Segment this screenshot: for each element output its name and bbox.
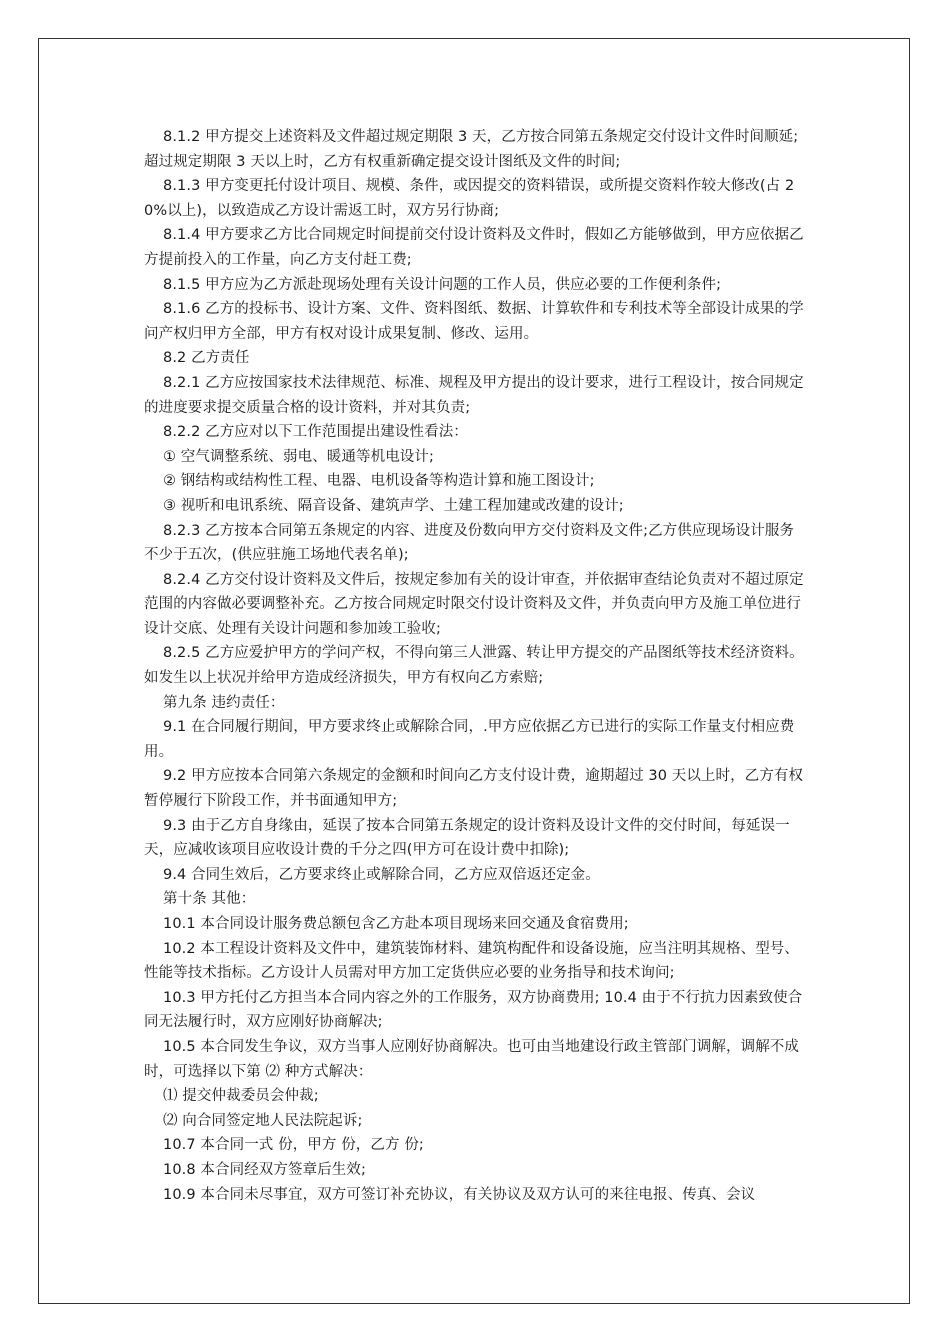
heading-article-9: 第九条 违约责任： <box>163 694 285 711</box>
list-item-3: ③ 视听和电讯系统、隔音设备、建筑声学、土建工程加建或改建的设计; <box>163 497 624 514</box>
paragraph-9-1: 9.1 在合同履行期间，甲方要求终止或解除合同，.甲方应依据乙方已进行的实际工作量支付相应费用。 <box>144 719 795 760</box>
heading-article-10: 第十条 其他： <box>163 891 256 908</box>
paragraph-10-8: 10.8 本合同经双方签章后生效; <box>163 1161 366 1178</box>
paragraph-8-1-2: 8.1.2 甲方提交上述资料及文件超过规定期限 3 天，乙方按合同第五条规定交付设计文件时间顺延;超过规定期限 3 天以上时，乙方有权重新确定提交设计图纸及文件的时间; <box>144 129 799 170</box>
option-2: ⑵ 向合同签定地人民法院起诉; <box>163 1112 363 1129</box>
paragraph-9-3: 9.3 由于乙方自身缘由，延误了按本合同第五条规定的设计资料及设计文件的交付时间，每延误一天，应减收该项目应收设计费的千分之四(甲方可在设计费中扣除); <box>144 817 790 859</box>
paragraph-10-5: 10.5 本合同发生争议，双方当事人应刚好协商解决。也可由当地建设行政主管部门调解，调解不成时，可选择以下第 ⑵ 种方式解决： <box>144 1038 799 1080</box>
paragraph-10-9: 10.9 本合同未尽事宜，双方可签订补充协议，有关协议及双方认可的来往电报、传真、会议 <box>163 1186 756 1203</box>
paragraph-10-1: 10.1 本合同设计服务费总额包含乙方赴本项目现场来回交通及食宿费用; <box>163 916 629 932</box>
paragraph-8-1-4: 8.1.4 甲方要求乙方比合同规定时间提前交付设计资料及文件时，假如乙方能够做到，甲方应依据乙方提前投入的工作量，向乙方支付赶工费; <box>144 227 804 268</box>
paragraph-9-4: 9.4 合同生效后，乙方要求终止或解除合同，乙方应双倍返还定金。 <box>163 866 600 883</box>
heading-8-2: 8.2 乙方责任 <box>163 350 250 367</box>
paragraph-8-1-3: 8.1.3 甲方变更托付设计项目、规模、条件，或因提交的资料错误，或所提交资料作较大修改(占 20%以上)，以致造成乙方设计需返工时，双方另行协商; <box>144 178 795 219</box>
paragraph-10-3: 10.3 甲方托付乙方担当本合同内容之外的工作服务，双方协商费用; 10.4 由于不行抗力因素致使合同无法履行时，双方应刚好协商解决; <box>144 989 803 1031</box>
paragraph-8-2-3: 8.2.3 乙方按本合同第五条规定的内容、进度及份数向甲方交付资料及文件;乙方供应现场设计服务不少于五次，(供应驻施工场地代表名单); <box>144 522 795 564</box>
paragraph-9-2: 9.2 甲方应按本合同第六条规定的金额和时间向乙方支付设计费，逾期超过 30 天以上时，乙方有权暂停履行下阶段工作，并书面通知甲方; <box>144 768 804 810</box>
paragraph-8-1-6: 8.1.6 乙方的投标书、设计方案、文件、资料图纸、数据、计算软件和专利技术等全部设计成果的学问产权归甲方全部，甲方有权对设计成果复制、修改、运用。 <box>144 301 804 342</box>
list-item-1: ① 空气调整系统、弱电、暖通等机电设计; <box>163 448 434 465</box>
paragraph-8-2-1: 8.2.1 乙方应按国家技术法律规范、标准、规程及甲方提出的设计要求，进行工程设计，按合同规定的进度要求提交质量合格的设计资料，并对其负责; <box>144 374 804 416</box>
paragraph-8-1-5: 8.1.5 甲方应为乙方派赴现场处理有关设计问题的工作人员，供应必要的工作便利条件; <box>163 276 722 293</box>
list-item-2: ② 钢结构或结构性工程、电器、电机设备等构造计算和施工图设计; <box>163 473 595 490</box>
paragraph-8-2-2: 8.2.2 乙方应对以下工作范围提出建设性看法： <box>163 424 468 441</box>
paragraph-8-2-4: 8.2.4 乙方交付设计资料及文件后，按规定参加有关的设计审查，并依据审查结论负责对不超过原定范围的内容做必要调整补充。乙方按合同规定时限交付设计资料及文件，并负责向甲方及施工单位进行设计交底、处理有关设计问题和参加竣工验收; <box>144 571 804 637</box>
paragraph-10-7: 10.7 本合同一式 份，甲方 份，乙方 份; <box>163 1137 424 1154</box>
paragraph-10-2: 10.2 本工程设计资料及文件中，建筑装饰材料、建筑构配件和设备设施，应当注明其规格、型号、性能等技术指标。乙方设计人员需对甲方加工定货供应必要的业务指导和技术询问; <box>144 940 799 982</box>
document-body <box>144 125 807 1207</box>
option-1: ⑴ 提交仲裁委员会仲裁; <box>163 1088 319 1105</box>
paragraph-8-2-5: 8.2.5 乙方应爱护甲方的学问产权，不得向第三人泄露、转让甲方提交的产品图纸等技术经济资料。如发生以上状况并给甲方造成经济损失，甲方有权向乙方索赔; <box>144 645 804 687</box>
